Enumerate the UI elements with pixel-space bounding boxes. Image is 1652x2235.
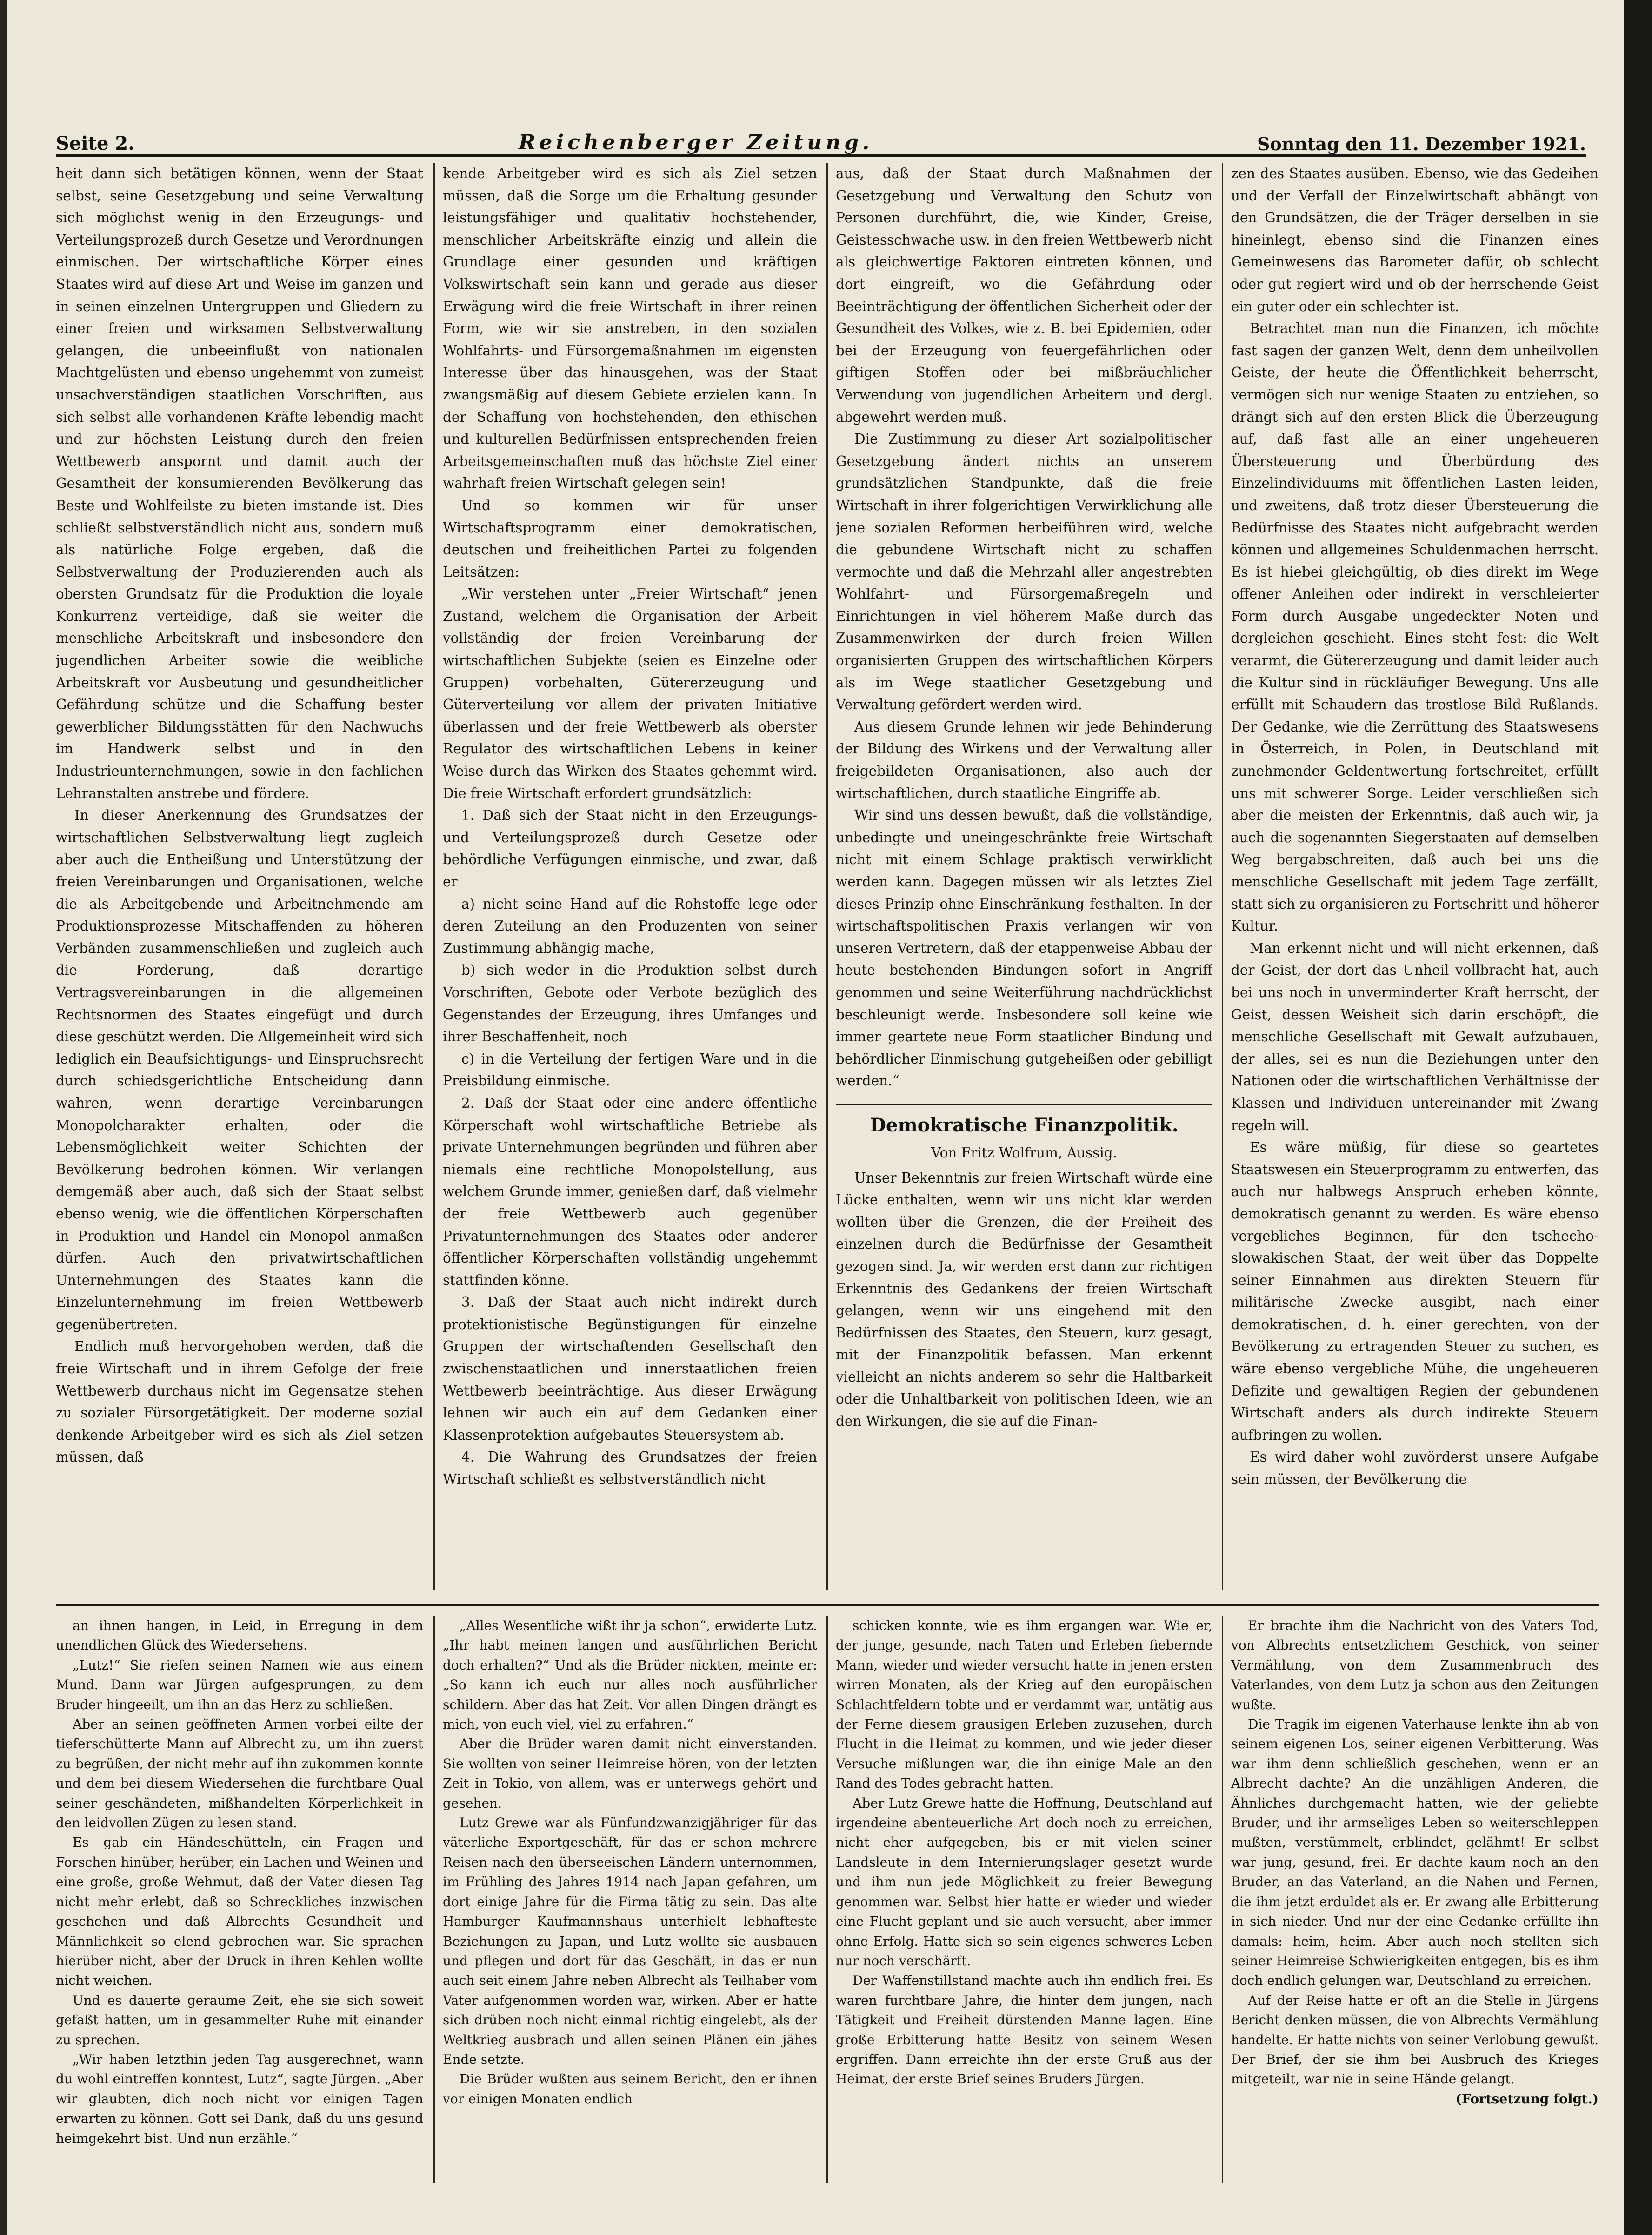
paragraph: c) in die Verteilung der fertigen Ware und in die Preisbildung einmische. [443,1051,817,1089]
paragraph: Unser Bekenntnis zur freien Wirtschaft würde eine Lücke enthalten, wenn wir uns nicht klar werden wollten über die Grenzen, die der Freiheit des einzelnen durch die Bedürfnisse der Gesamtheit gezogen sind. Ja, wir werden erst dann zur richtigen Erkenntnis des Gedankens der freien Wirtschaft gelangen, wenn wir uns eingehend mit den Bedürfnissen des Staates, den Steuern, kurz gesagt, mit der Finanzpolitik befassen. Man erkennt vielleicht an nichts anderem so sehr die Haltbarkeit oder die Unhaltbarkeit von politischen Ideen, wie an den Wirkungen, die sie auf die Finan- [836,1170,1212,1430]
feuilleton-column-4 [1231,1616,1599,2183]
article-title: Demokratische Finanzpolitik. [836,1104,1212,1139]
column-rule [826,1616,828,2183]
paragraph: „Wir haben letzthin jeden Tag ausgerechnet, wann du wohl eintreffen konntest, Lutz“, sagte Jürgen. „Aber wir glaubten, dich noch nicht vor einigen Tagen erwarten zu können. Gott sei Dank, daß du uns gesund heimgekehrt bist. Und nun erzähle.“ [56,2051,423,2146]
page-number: Seite 2. [56,133,135,154]
feuilleton-column-2 [443,1616,817,2183]
paragraph: „Wir verstehen unter „Freier Wirtschaft“ jenen Zustand, welchem die Organisation der Arbeit vollständig der freien Vereinbarung der wirtschaftlichen Subjekte (seien es Einzelne oder Gruppen) vorbehalten, Gütererzeugung und Güterverteilung vor allem der privaten Initiative überlassen und der freie Wettbewerb als oberster Regulator des wirtschaftlichen Lebens in keiner Weise durch das Wirken des Staates gehemmt wird. Die freie Wirtschaft erfordert grundsätzlich: [443,586,817,801]
paragraph: aus, daß der Staat durch Maßnahmen der Gesetzgebung und Verwaltung den Schutz von Personen durchführt, die, wie Kinder, Greise, Geistesschwache usw. in den freien Wettbewerb nicht als gleichwertige Faktoren eintreten können, und dort eingreift, wo die Gefährdung oder Beeinträchtigung der öffentlichen Sicherheit oder der Gesundheit des Volkes, wie z. B. bei Epidemien, oder bei der Erzeugung von feuergefährlichen oder giftigen Stoffen oder bei mißbräuchlicher Verwendung von jugendlichen Arbeitern und dergl. abgewehrt werden muß. [836,166,1212,425]
paragraph: zen des Staates ausüben. Ebenso, wie das Gedeihen und der Verfall der Einzelwirtschaft abhängt von den Grundsätzen, die der Träger derselben in sie hineinlegt, ebenso sind die Finanzen eines Gemeinwesens das Barometer dafür, ob schlecht oder gut regiert wird und ob der herrschende Geist ein guter oder ein schlechter ist. [1231,166,1599,314]
column-4 [1231,163,1599,1590]
paragraph: „Alles Wesentliche wißt ihr ja schon“, erwiderte Lutz. „Ihr habt meinen langen und ausführlichen Bericht doch erhalten?“ Und als die Brüder nickten, meinte er: „So kann ich euch nur alles noch ausführlicher schildern. Aber das hat Zeit. Vor allen Dingen drängt es mich, von euch viel, viel zu erfahren.“ [443,1618,817,1732]
paragraph: 4. Die Wahrung des Grundsatzes der freien Wirtschaft schließt es selbstverständlich nicht [443,1449,817,1488]
paragraph: heit dann sich betätigen können, wenn der Staat selbst, seine Gesetzgebung und seine Verwaltung sich möglichst wenig in den Erzeugungs- und Verteilungsprozeß durch Gesetze und Verordnungen einmischen. Der wirtschaftliche Körper eines Staates wird auf diese Art und Weise im ganzen und in seinen einzelnen Untergruppen und Gliedern zu einer freien und wirksamen Selbstverwaltung gelangen, die unbeeinflußt von nationalen Machtgelüsten und ebenso ungehemmt von zumeist unsachverständigen staatlichen Vorschriften, aus sich selbst alle vorhandenen Kräfte lebendig macht und zur höchsten Leistung durch den freien Wettbewerb anspornt und damit auch der Gesamtheit der konsumierenden Bevölkerung das Beste und Wohlfeilste zu bieten imstande ist. Dies schließt selbstverständlich nicht aus, sondern muß als natürliche Folge ergeben, daß die Selbstverwaltung der Produzierenden auch als obersten Grundsatz für die Produktion die loyale Konkurrenz verteidige, daß sie weiter die menschliche Arbeitskraft und insbesondere den jugendlichen Arbeiter sowie die weibliche Arbeitskraft vor Ausbeutung und gesundheitlicher Gefährdung schütze und die Schaffung bester gewerblicher Bildungsstätten für den Nachwuchs im Handwerk selbst und in den Industrieunternehmungen, sowie in den fachlichen Lehranstalten anstrebe und fördere. [56,166,423,801]
scan-edge-left [0,0,7,2235]
feuilleton-separator [56,1604,1599,1606]
column-rule [826,163,828,1590]
paragraph: Der Waffenstillstand machte auch ihn endlich frei. Es waren furchtbare Jahre, die hinter dem jungen, nach Tätigkeit und Freiheit dürstenden Manne lagen. Eine große Erbitterung hatte Besitz von seinem Wesen ergriffen. Dann erreichte ihn der erste Gruß aus der Heimat, der erste Brief seines Bruders Jürgen. [836,1973,1212,2087]
paragraph: Aber an seinen geöffneten Armen vorbei eilte der tieferschütterte Mann auf Albrecht zu, um ihn zuerst zu begrüßen, der nicht mehr auf ihn zukommen konnte und dem bei diesem Wiedersehen die furchtbare Qual seiner geschändeten, mißhandelten Körperlichkeit in den leidvollen Zügen zu lesen stand. [56,1716,423,1831]
paragraph: Aus diesem Grunde lehnen wir jede Behinderung der Bildung des Wirkens und der Verwaltung aller freigebildeten Organisationen, also auch der wirtschaftlichen, durch staatliche Eingriffe ab. [836,718,1212,801]
paragraph: an ihnen hangen, in Leid, in Erregung in dem unendlichen Glück des Wiedersehens. [56,1618,423,1653]
column-rule [433,163,435,1590]
paragraph: Die Tragik im eigenen Vaterhause lenkte ihn ab von seinem eigenen Los, seiner eigenen Verbitterung. Was war ihm denn schließlich geschehen, wenn er an Albrecht dachte? An die unzähligen Anderen, die Ähnliches durchgemacht hatten, wie der geliebte Bruder, und ihr armseliges Leben so weiterschleppen mußten, verstümmelt, erblindet, gelähmt! Er selbst war jung, gesund, frei. Er dachte kaum noch an den Bruder, an das Vaterland, an die Nahen und Fernen, die ihm jetzt erduldet als er. Er zwang alle Erbitterung in sich nieder. Und nur der eine Gedanke erfüllte ihn damals: heim, heim. Aber auch noch stellten sich seiner Heimreise Schwierigkeiten entgegen, bis es ihm doch endlich gelungen war, Deutschland zu erreichen. [1231,1716,1599,1989]
paragraph: Endlich muß hervorgehoben werden, daß die freie Wirtschaft und in ihrem Gefolge der freie Wettbewerb durchaus nicht im Gegensatze stehen zu sozialer Fürsorgetätigkeit. Der moderne sozial denkende Arbeitgeber wird es sich als Ziel setzen müssen, daß [56,1338,423,1465]
column-1 [56,163,423,1590]
paragraph: 3. Daß der Staat auch nicht indirekt durch protektionistische Begünstigungen für einzelne Gruppen der wirtschaftenden Gesellschaft den zwischenstaatlichen und innerstaatlichen freien Wettbewerb beeinträchtige. Aus dieser Erwägung lehnen wir auch ein auf dem Gedanken einer Klassenprotektion aufgebautes Steuersystem ab. [443,1294,817,1443]
paragraph: Und es dauerte geraume Zeit, ehe sie sich soweit gefaßt hatten, um in gesammelter Ruhe mit einander zu sprechen. [56,1992,423,2048]
paragraph: 2. Daß der Staat oder eine andere öffentliche Körperschaft wohl wirtschaftliche Betriebe als private Unternehmungen begründen und führen aber niemals eine rechtliche Monopolstellung, aus welchem Grunde immer, genießen darf, daß vielmehr der freie Wettbewerb auch gegenüber Privatunternehmungen des Staates oder anderer öffentlicher Körperschaften vollständig ungehemmt stattfinden könne. [443,1095,817,1288]
column-rule [433,1616,435,2183]
paragraph: Er brachte ihm die Nachricht von des Vaters Tod, von Albrechts entsetzlichem Geschick, von seiner Vermählung, von dem Zusammenbruch des Vaterlandes, von dem Lutz ja schon aus den Zeitungen wußte. [1231,1618,1599,1712]
paragraph: „Lutz!“ Sie riefen seinen Namen wie aus einem Mund. Dann war Jürgen aufgesprungen, zu dem Bruder hingeeilt, um ihn an das Herz zu schließen. [56,1657,423,1712]
continuation-note: (Fortsetzung folgt.) [1455,2091,1599,2107]
paragraph: b) sich weder in die Produktion selbst durch Vorschriften, Gebote oder Verbote bezüglich des Gegenstandes der Erzeugung, ihres Umfanges und ihrer Beschaffenheit, noch [443,962,817,1045]
paragraph: Es wäre müßig, für diese so geartetes Staatswesen ein Steuerprogramm zu entwerfen, das auch nur halbwegs Anspruch erheben könnte, demokratisch genannt zu werden. Es wäre ebenso vergebliches Beginnen, für den tschecho-slowakischen Staat, der weit über das Doppelte seiner Einnahmen aus direkten Steuern für militärische Zwecke ausgibt, nach einer demokratischen, d. h. einer gerechten, von der Bevölkerung zu ertragenden Steuer zu suchen, es wäre ebenso vergebliche Mühe, die ungeheueren Defizite und gewaltigen Regien der gebundenen Wirtschaft anders als durch indirekte Steuern aufbringen zu wollen. [1231,1139,1599,1443]
paragraph: Wir sind uns dessen bewußt, daß die vollständige, unbedingte und uneingeschränkte freie Wirtschaft nicht mit einem Schlage praktisch verwirklicht werden kann. Dagegen müssen wir als letztes Ziel dieses Prinzip ohne Einschränkung festhalten. In der wirtschaftspolitischen Praxis verlangen wir von unseren Vertretern, daß der etappenweise Abbau der heute bestehenden Bindungen sofort in Angriff genommen und seine Weiterführung nachdrücklichst beschleunigt werde. Insbesondere soll keine wie immer geartete neue Form staatlicher Bindung und behördlicher Einmischung gutgeheißen oder gebilligt werden.“ [836,807,1212,1089]
paragraph: Es gab ein Händeschütteln, ein Fragen und Forschen hinüber, herüber, ein Lachen und Weinen und eine große, große Wehmut, daß der Vater diesen Tag nicht mehr erlebt, daß so Schreckliches inzwischen geschehen und daß Albrechts Gesundheit und Männlichkeit so elend gebrochen war. Sie sprachen hierüber nicht, aber der Druck in ihren Kehlen wollte nicht weichen. [56,1835,423,1989]
newspaper-title: Reichenberger Zeitung. [518,131,873,154]
paragraph: In dieser Anerkennung des Grundsatzes der wirtschaftlichen Selbstverwaltung liegt zugleich aber auch die Entheißung und Unterstützung der freien Vereinbarungen und Organisationen, welche die als Arbeitgebende und Arbeitnehmende am Produktionsprozesse Mitschaffenden zu höheren Verbänden zusammenschließen und zugleich auch die Forderung, daß derartige Vertragsvereinbarungen in die allgemeinen Rechtsnormen des Staates eingefügt und durch diese geschützt werden. Die Allgemeinheit wird sich lediglich ein Beaufsichtigungs- und Einspruchsrecht durch schiedsgerichtliche Entscheidung dann wahren, wenn derartige Vereinbarungen Monopolcharakter erhalten, oder die Lebensmöglichkeit weiter Schichten der Bevölkerung bedrohen können. Wir verlangen demgemäß aber auch, daß sich der Staat selbst ebenso wenig, wie die öffentlichen Körperschaften in Produktion und Handel ein Monopol anmaßen dürfen. Auch den privatwirtschaftlichen Unternehmungen des Staates kann die Einzelunternehmung im freien Wettbewerb gegenübertreten. [56,807,423,1332]
column-rule [1222,1616,1223,2183]
scan-edge-right [1624,0,1652,2235]
paragraph: Man erkennt nicht und will nicht erkennen, daß der Geist, der dort das Unheil vollbracht hat, auch bei uns noch in unverminderter Kraft herrscht, der Geist, dessen Weisheit sich darin erschöpft, die menschliche Gesellschaft mit Gewalt aufzubauen, der alles, sei es nun die Beziehungen unter den Nationen oder die wirtschaftlichen Verhältnisse der Klassen und Individuen untereinander mit Zwang regeln will. [1231,940,1599,1133]
paragraph: 1. Daß sich der Staat nicht in den Erzeugungs- und Verteilungsprozeß durch Gesetze oder behördliche Verfügungen einmische, und zwar, daß er [443,807,817,890]
paragraph: Lutz Grewe war als Fünfundzwanzigjähriger für das väterliche Exportgeschäft, für das er schon mehrere Reisen nach den überseeischen Ländern unternommen, im Frühling des Jahres 1914 nach Japan gefahren, um dort einige Jahre für die Firma tätig zu sein. Das alte Hamburger Kaufmannshaus unterhielt lebhafteste Beziehungen zu Japan, und Lutz wollte sie ausbauen und pflegen und dort für das Geschäft, in das er nun auch seit einem Jahre neben Albrecht als Teilhaber vom Vater aufgenommen worden war, wirken. Aber er hatte sich drüben noch nicht einmal richtig eingelebt, als der Weltkrieg ausbrach und allen seinen Plänen ein jähes Ende setzte. [443,1815,817,2067]
paragraph: Und so kommen wir für unser Wirtschaftsprogramm einer demokratischen, deutschen und freiheitlichen Partei zu folgenden Leitsätzen: [443,497,817,580]
paragraph: Aber die Brüder waren damit nicht einverstanden. Sie wollten von seiner Heimreise hören, von der letzten Zeit in Tokio, von allem, was er unterwegs gehört und gesehen. [443,1736,817,1811]
paragraph: Die Zustimmung zu dieser Art sozialpolitischer Gesetzgebung ändert nichts an unserem grundsätzlichen Standpunkte, daß die freie Wirtschaft in ihrer folgerichtigen Verwirklichung alle jene sozialen Reformen herbeiführen wird, welche die gebundene Wirtschaft nicht zu schaffen vermochte und daß die Mehrzahl aller angestrebten Wohlfahrt- und Fürsorgemaßregeln und Einrichtungen in viel höherem Maße durch das Zusammenwirken der durch freien Willen organisierten Gruppen des wirtschaftlichen Körpers als im Wege staatlicher Gesetzgebung und Verwaltung gefördert werden wird. [836,431,1212,713]
paragraph: Auf der Reise hatte er oft an die Stelle in Jürgens Bericht denken müssen, die von Albrechts Vermählung handelte. Er hatte nichts von seiner Verlobung gewußt. Der Brief, der sie ihm bei Ausbruch des Krieges mitgeteilt, war nie in seine Hände gelangt. [1231,1992,1599,2087]
paragraph: Aber Lutz Grewe hatte die Hoffnung, Deutschland auf irgendeine abenteuerliche Art doch noch zu erreichen, nicht eher aufgegeben, bis er mit vielen seiner Landsleute in dem Internierungslager gesetzt wurde und ihm nun jede Möglichkeit zu freier Bewegung genommen war. Selbst hier hatte er wieder und wieder eine Flucht geplant und sie auch versucht, aber immer ohne Erfolg. Hatte sich so sein eigenes schweres Leben nur noch verschärft. [836,1795,1212,1969]
feuilleton-column-1 [56,1616,423,2183]
paragraph: Betrachtet man nun die Finanzen, ich möchte fast sagen der ganzen Welt, denn dem unheilvollen Geiste, der heute die Öffentlichkeit beherrscht, vermögen sich nur wenige Staaten zu entziehen, so drängt sich auf den ersten Blick die Überzeugung auf, daß fast alle an einer ungeheueren Übersteuerung und Überbürdung des Einzelindividuums mit öffentlichen Lasten leiden, und zweitens, daß trotz dieser Übersteuerung die Bedürfnisse des Staates nicht aufgebracht werden können und allgemeines Schuldenmachen herrscht. Es ist hiebei gleichgültig, ob dies direkt im Wege offener Anleihen oder indirekt in verschleierter Form durch Ausgabe ungedeckter Noten und dergleichen geschieht. Eines steht fest: die Welt verarmt, die Gütererzeugung und damit leider auch die Kultur sind in rückläufiger Bewegung. Uns alle erfüllt mit Schaudern das trostlose Bild Rußlands. Der Gedanke, wie die Zerrüttung des Staatswesens in Österreich, in Polen, in Deutschland mit zunehmender Geldentwertung fortschreitet, erfüllt uns mit schwerer Sorge. Leider verschließen sich aber die meisten der Erkenntnis, daß auch wir, ja auch die sogenannten Siegerstaaten auf demselben Weg bergabschreiten, daß auch bei uns die menschliche Gesellschaft mit jedem Tage zerfällt, statt sich zu organisieren zu Fortschritt und höherer Kultur. [1231,320,1599,934]
issue-date: Sonntag den 11. Dezember 1921. [1257,133,1586,154]
page-header [56,122,1586,157]
column-2 [443,163,817,1590]
column-3 [836,163,1212,1590]
article-author: Von Fritz Wolfrum, Aussig. [931,1144,1118,1161]
paragraph: kende Arbeitgeber wird es sich als Ziel setzen müssen, daß die Sorge um die Erhaltung gesunder leistungsfähiger und qualitativ hochstehender, menschlicher Arbeitskräfte einzig und allein die Grundlage einer gesunden und kräftigen Volkswirtschaft sein kann und gerade aus dieser Erwägung wird die freie Wirtschaft in ihrer reinen Form, wie wir sie anstreben, in den sozialen Wohlfahrts- und Fürsorgemaßnahmen im eigensten Interesse über das hinausgehen, was der Staat zwangsmäßig auf diesem Gebiete erzielen kann. In der Schaffung von hochstehenden, den ethischen und kulturellen Bedürfnissen entsprechenden freien Arbeitsgemeinschaften muß das höchste Ziel einer wahrhaft freien Wirtschaft gelegen sein! [443,166,817,492]
paragraph: schicken konnte, wie es ihm ergangen war. Wie er, der junge, gesunde, nach Taten und Erleben fiebernde Mann, wieder und wieder versucht hatte in jenen ersten wirren Monaten, als der Krieg auf den europäischen Schlachtfeldern tobte und er verdammt war, untätig aus der Ferne diesem grausigen Erleben zuzusehen, durch Flucht in die Heimat zu kommen, und wie jeder dieser Versuche mißlungen war, die ihn einige Male an den Rand des Todes gebracht hatten. [836,1618,1212,1791]
paragraph: a) nicht seine Hand auf die Rohstoffe lege oder deren Zuteilung an den Produzenten von seiner Zustimmung abhängig mache, [443,896,817,956]
paragraph: Es wird daher wohl zuvörderst unsere Aufgabe sein müssen, der Bevölkerung die [1231,1449,1599,1488]
feuilleton-column-3 [836,1616,1212,2183]
paragraph: Die Brüder wußten aus seinem Bericht, den er ihnen vor einigen Monaten endlich [443,2071,817,2107]
column-rule [1222,163,1223,1590]
